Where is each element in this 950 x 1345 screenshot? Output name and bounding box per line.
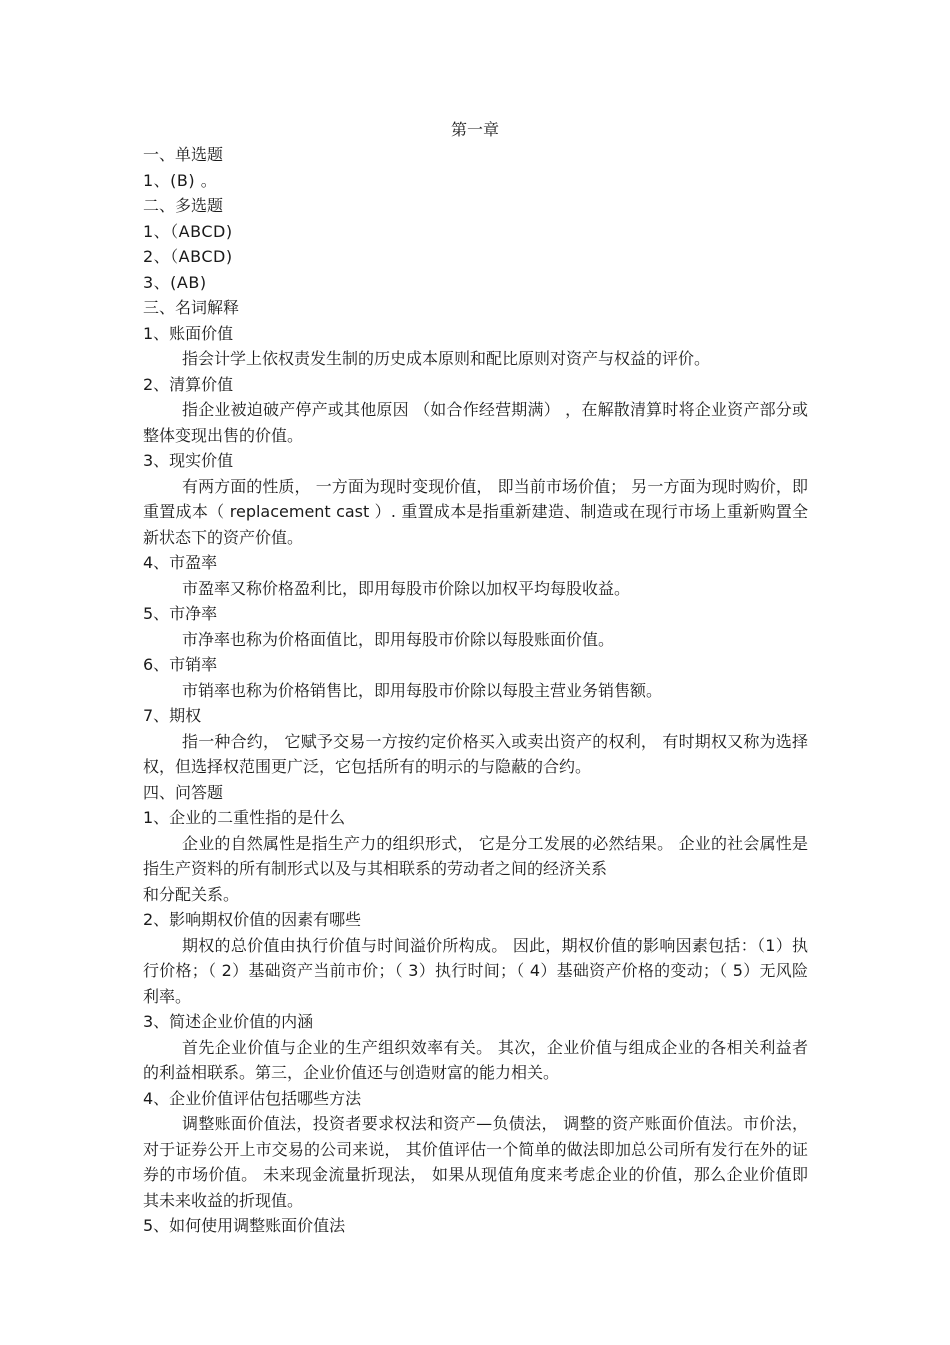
question-answer: 期权的总价值由执行价值与时间溢价所构成。 因此，期权价值的影响因素包括：（1）执行价格；（ 2）基础资产当前市价；（ 3）执行时间；（ 4）基础资产价格的变动；（ 5）无风险利率。 xyxy=(143,935,808,1006)
answer-item: 3、(AB) xyxy=(143,272,207,292)
term-title: 1、账面价值 xyxy=(143,323,234,343)
term-definition: 市盈率又称价格盈利比，即用每股市价除以加权平均每股收益。 xyxy=(182,578,631,598)
term-definition: 指会计学上依权责发生制的历史成本原则和配比原则对资产与权益的评价。 xyxy=(182,349,711,368)
term-definition: 市净率也称为价格面值比，即用每股市价除以每股账面价值。 xyxy=(182,629,615,649)
section-heading-questions: 四、问答题 xyxy=(143,782,224,802)
term-title: 7、期权 xyxy=(143,706,202,725)
term-title: 4、市盈率 xyxy=(143,553,218,572)
answer-item: 2、（ABCD) xyxy=(143,247,233,266)
question-answer: 首先企业价值与企业的生产组织效率有关。 其次，企业价值与组成企业的各相关利益者的利益相联系。第三，企业价值还与创造财富的能力相关。 xyxy=(143,1037,808,1082)
answer-item: 1、（ABCD) xyxy=(143,221,233,241)
section-heading-multiple-choice: 二、多选题 xyxy=(143,196,224,215)
document-body xyxy=(143,142,808,1239)
term-title: 6、市销率 xyxy=(143,655,218,674)
term-definition: 指企业被迫破产停产或其他原因 （如合作经营期满） ，在解散清算时将企业资产部分或整体变现出售的价值。 xyxy=(143,400,808,445)
question-title: 2、影响期权价值的因素有哪些 xyxy=(143,910,362,929)
term-title: 2、清算价值 xyxy=(143,374,234,394)
section-heading-single-choice: 一、单选题 xyxy=(143,145,224,164)
section-heading-terms: 三、名词解释 xyxy=(143,298,240,317)
question-title: 3、简述企业价值的内涵 xyxy=(143,1012,314,1031)
chapter-title: 第一章 xyxy=(450,120,499,139)
question-answer: 调整账面价值法，投资者要求权法和资产—负债法， 调整的资产账面价值法。市价法，对于证券公开上市交易的公司来说， 其价值评估一个简单的做法即加总公司所有发行在外的证券的市场价值。 未来现金流量折现法， 如果从现值角度来考虑企业的价值，那么企业价值即其未来收益的折现值。 xyxy=(143,1114,808,1210)
question-title: 4、企业价值评估包括哪些方法 xyxy=(143,1088,362,1108)
term-definition: 有两方面的性质， 一方面为现时变现价值， 即当前市场价值； 另一方面为现时购价，即重置成本（ replacement cast ）. 重置成本是指重新建造、制造或在现行市场上重新购置全新状态下的资产价值。 xyxy=(143,476,808,547)
term-title: 3、现实价值 xyxy=(143,451,234,470)
question-title: 1、企业的二重性指的是什么 xyxy=(143,808,346,827)
answer-item: 1、(B) 。 xyxy=(143,170,218,190)
term-definition: 市销率也称为价格销售比，即用每股市价除以每股主营业务销售额。 xyxy=(182,680,663,700)
question-answer: 企业的自然属性是指生产力的组织形式， 它是分工发展的必然结果。 企业的社会属性是指生产资料的所有制形式以及与其相联系的劳动者之间的经济关系 xyxy=(143,833,808,878)
question-title: 5、如何使用调整账面价值法 xyxy=(143,1216,346,1235)
term-definition: 指一种合约， 它赋予交易一方按约定价格买入或卖出资产的权利， 有时期权又称为选择权，但选择权范围更广泛，它包括所有的明示的与隐蔽的合约。 xyxy=(143,731,808,776)
term-title: 5、市净率 xyxy=(143,604,218,623)
question-answer-continued: 和分配关系。 xyxy=(143,884,240,904)
